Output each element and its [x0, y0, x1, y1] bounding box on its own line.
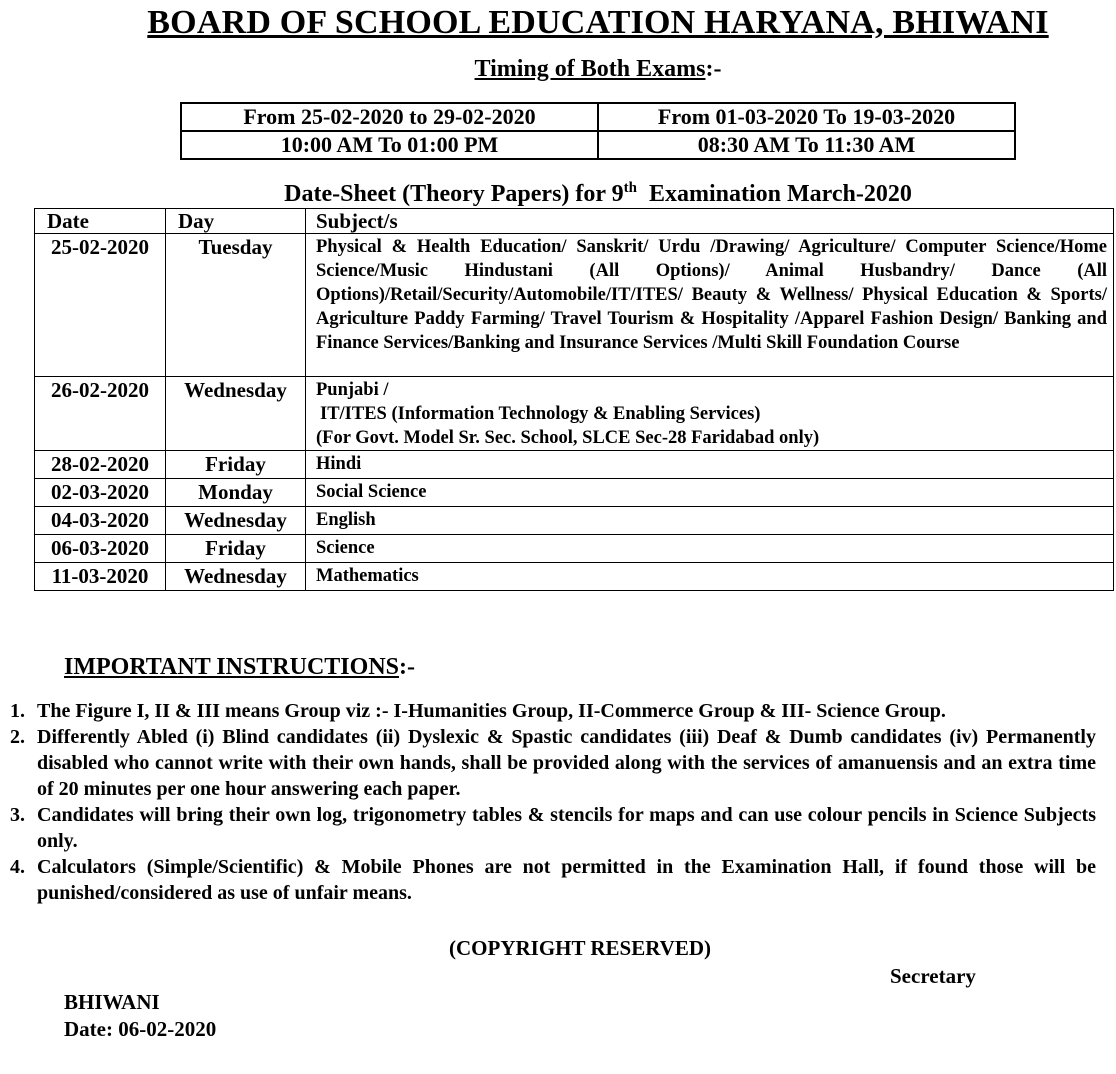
row-date: 26-02-2020 — [35, 377, 166, 451]
row-date: 11-03-2020 — [35, 563, 166, 591]
row-date: 02-03-2020 — [35, 479, 166, 507]
signatory: Secretary — [890, 964, 976, 988]
row-subject: Mathematics — [306, 563, 1114, 591]
table-row — [35, 563, 1114, 591]
timing-range-row — [181, 103, 1015, 131]
column-header-day: Day — [166, 209, 306, 234]
list-item — [4, 724, 1096, 802]
timing-range-1: From 25-02-2020 to 29-02-2020 — [181, 103, 598, 131]
subject-line: Punjabi / — [316, 380, 389, 400]
table-row — [35, 451, 1114, 479]
row-day: Wednesday — [166, 563, 306, 591]
datesheet-table — [34, 208, 1114, 591]
row-subject: Hindi — [306, 451, 1114, 479]
copyright-notice: (COPYRIGHT RESERVED) — [449, 936, 711, 960]
instructions-heading-suffix: :- — [399, 654, 415, 680]
datesheet-heading-prefix: Date-Sheet (Theory Papers) for 9 — [284, 181, 624, 207]
issue-date: Date: 06-02-2020 — [64, 1017, 217, 1041]
place: BHIWANI — [64, 990, 160, 1014]
timing-heading-text: Timing of Both Exams — [474, 56, 706, 82]
table-row — [35, 479, 1114, 507]
row-date: 25-02-2020 — [35, 234, 166, 377]
timing-heading-suffix: :- — [705, 56, 722, 82]
row-subject: Physical & Health Education/ Sanskrit/ Urdu /Drawing/ Agriculture/ Computer Science/Home Science/Music Hindustani (All Options)/ Animal Husbandry/ Dance (All Options)/Retail/Security/Automobile/IT/ITES/ Beauty & Wellness/ Physical Education & Sports/ Agriculture Paddy Farming/ Travel Tourism & Hospitality /Apparel Fashion Design/ Banking and Finance Services/Banking and Insurance Services /Multi Skill Foundation Course — [306, 234, 1114, 377]
row-day: Tuesday — [166, 234, 306, 377]
timing-time-2: 08:30 AM To 11:30 AM — [598, 131, 1015, 159]
timing-heading — [0, 56, 1116, 83]
datesheet-heading — [0, 180, 1116, 208]
subject-line: IT/ITES (Information Technology & Enabling Services) — [320, 404, 761, 424]
datesheet-header-row — [35, 209, 1114, 234]
table-row — [35, 507, 1114, 535]
row-day: Friday — [166, 535, 306, 563]
datesheet-heading-sup: th — [623, 180, 637, 196]
subject-line: (For Govt. Model Sr. Sec. School, SLCE Sec-28 Faridabad only) — [316, 428, 820, 448]
item-number: 4. — [10, 856, 25, 878]
row-date: 04-03-2020 — [35, 507, 166, 535]
datesheet-heading-suffix: Examination March-2020 — [648, 181, 912, 207]
row-day: Monday — [166, 479, 306, 507]
item-text: The Figure I, II & III means Group viz :- I-Humanities Group, II-Commerce Group & III- Science Group. — [37, 700, 946, 722]
row-date: 06-03-2020 — [35, 535, 166, 563]
list-item — [4, 802, 1096, 854]
list-item — [4, 854, 1096, 906]
column-header-subject: Subject/s — [306, 209, 1114, 234]
table-row — [35, 377, 1114, 451]
row-subject: Science — [306, 535, 1114, 563]
instructions-heading — [64, 654, 415, 681]
page-title: BOARD OF SCHOOL EDUCATION HARYANA, BHIWANI — [147, 4, 1049, 41]
row-day: Wednesday — [166, 377, 306, 451]
row-subject — [306, 377, 1114, 451]
instructions-list — [4, 698, 1096, 906]
column-header-date: Date — [35, 209, 166, 234]
row-date: 28-02-2020 — [35, 451, 166, 479]
timing-table — [180, 102, 1016, 160]
item-text: Differently Abled (i) Blind candidates (ii) Dyslexic & Spastic candidates (iii) Deaf & Dumb candidates (iv) Permanently disabled who cannot write with their own hands, shall be provided along with the services of amanuensis and an extra time of 20 minutes per one hour answering each paper. — [37, 726, 1096, 800]
item-number: 2. — [10, 726, 25, 748]
item-text: Candidates will bring their own log, trigonometry tables & stencils for maps and can use colour pencils in Science Subjects only. — [37, 804, 1096, 852]
table-row — [35, 535, 1114, 563]
row-subject: English — [306, 507, 1114, 535]
table-row — [35, 234, 1114, 377]
row-day: Friday — [166, 451, 306, 479]
item-number: 1. — [10, 700, 25, 722]
row-day: Wednesday — [166, 507, 306, 535]
item-number: 3. — [10, 804, 25, 826]
instructions-heading-text: IMPORTANT INSTRUCTIONS — [64, 654, 399, 680]
timing-range-2: From 01-03-2020 To 19-03-2020 — [598, 103, 1015, 131]
item-text: Calculators (Simple/Scientific) & Mobile Phones are not permitted in the Examination Hall, if found those will be punished/considered as use of unfair means. — [37, 856, 1096, 904]
timing-time-1: 10:00 AM To 01:00 PM — [181, 131, 598, 159]
list-item — [4, 698, 1096, 724]
row-subject: Social Science — [306, 479, 1114, 507]
timing-time-row — [181, 131, 1015, 159]
